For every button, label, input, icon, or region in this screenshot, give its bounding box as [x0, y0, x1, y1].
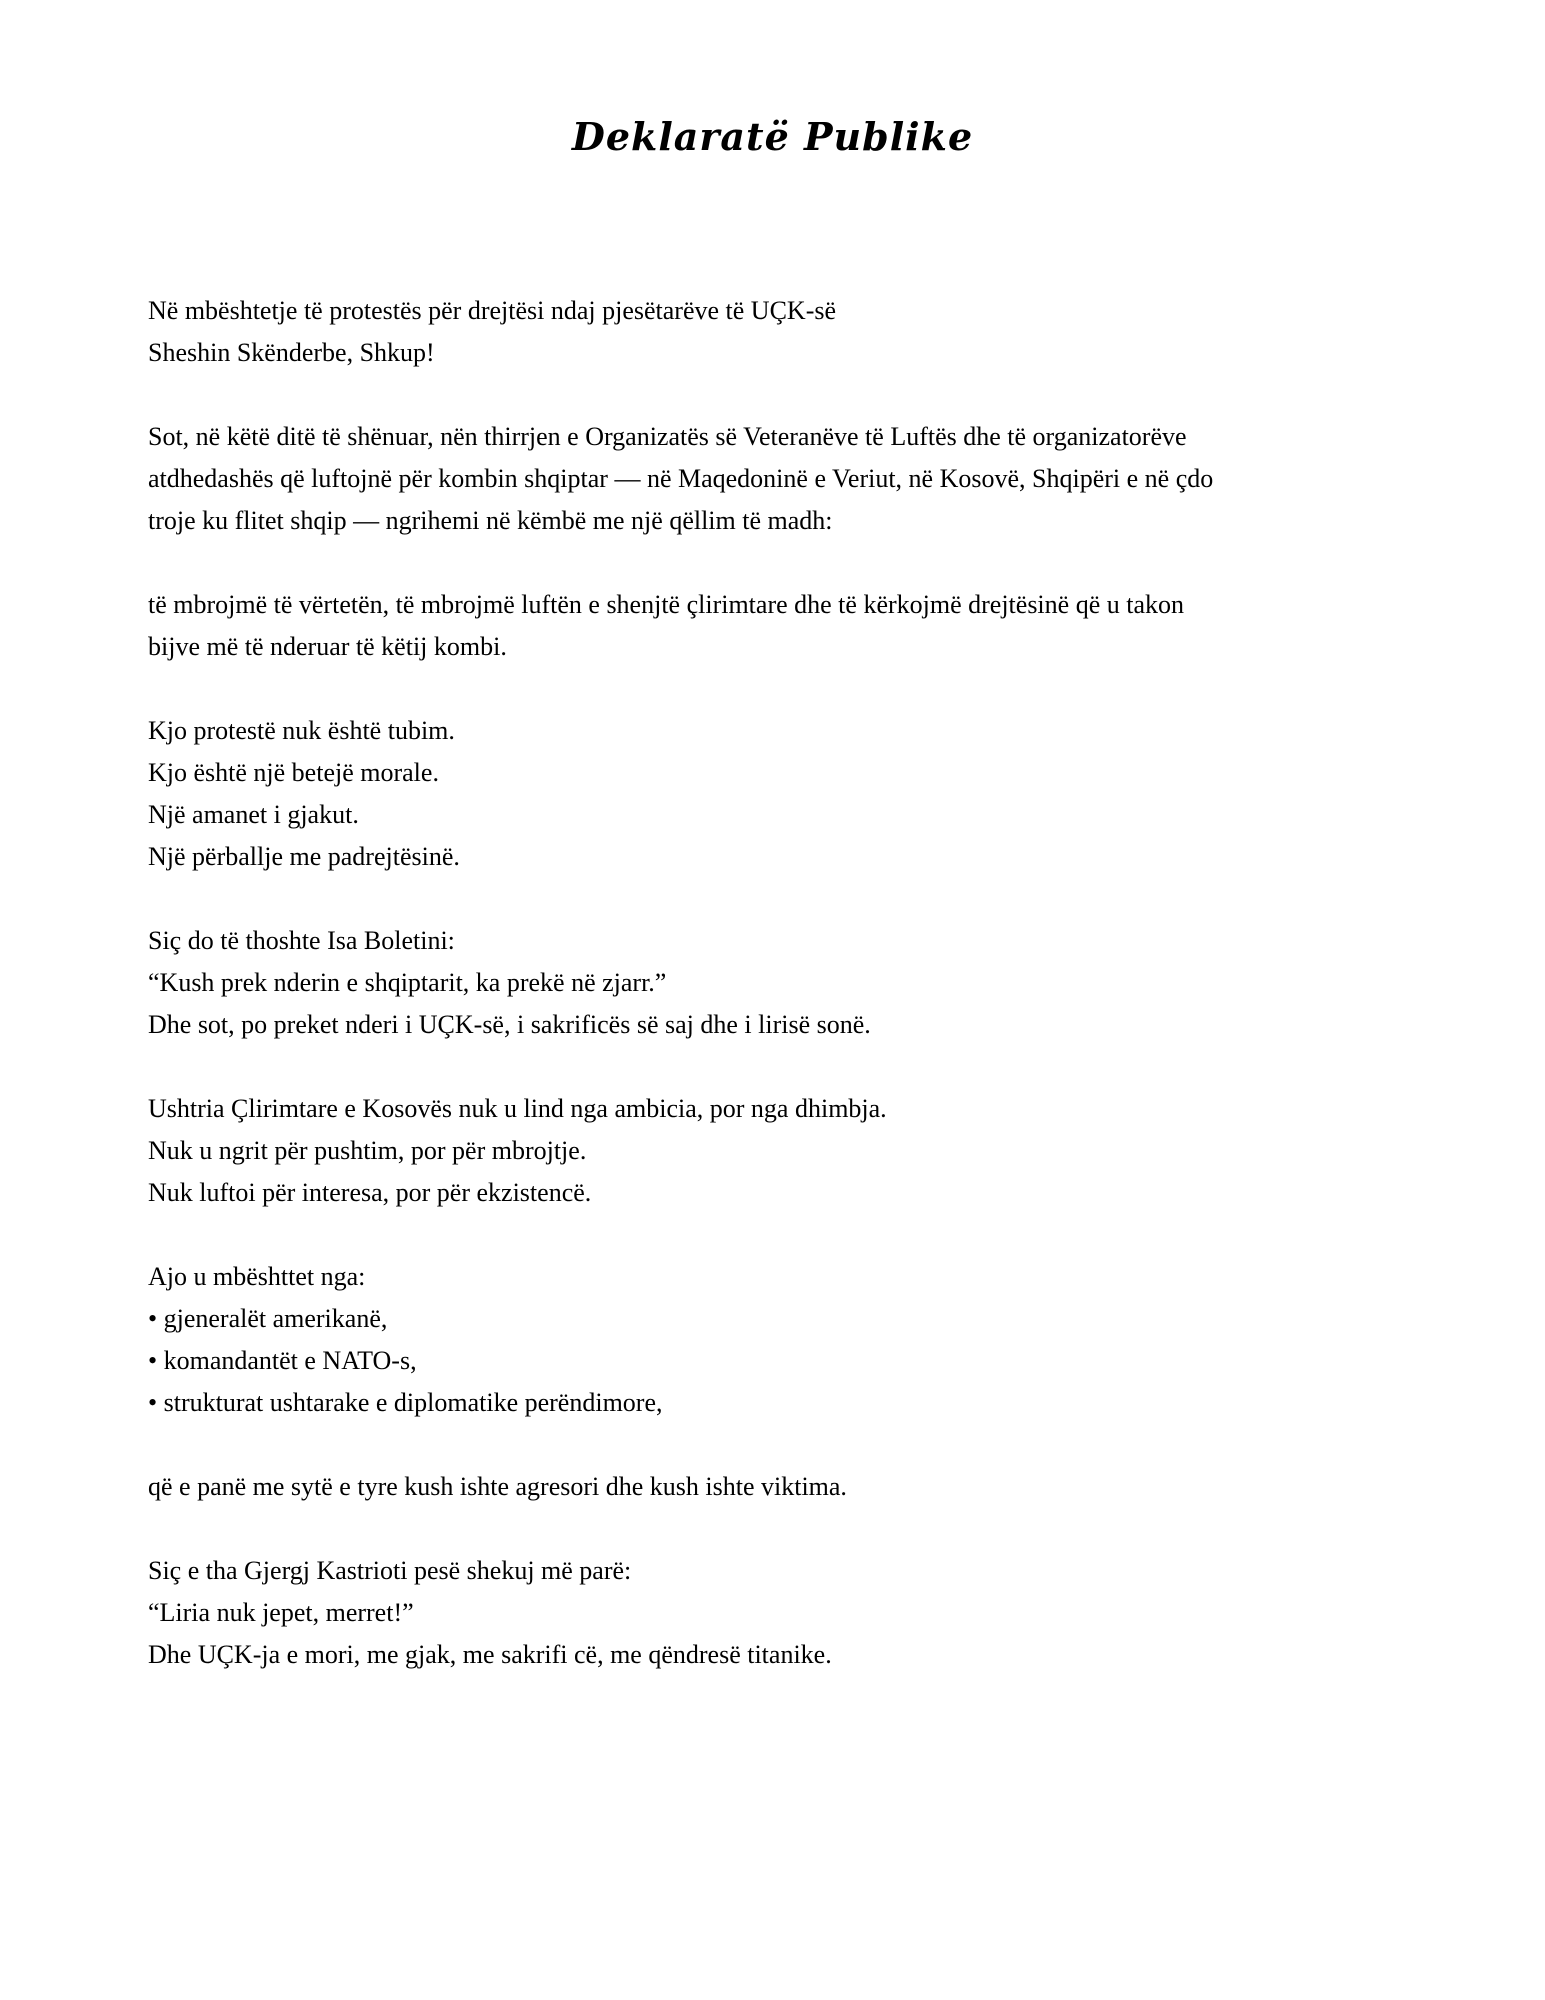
text-line: • strukturat ushtarake e diplomatike perëndimore,: [148, 1388, 663, 1417]
text-line: Ajo u mbështtet nga:: [148, 1262, 366, 1291]
text-line: “Liria nuk jepet, merret!”: [148, 1598, 414, 1627]
text-line: troje ku flitet shqip — ngrihemi në këmbë me një qëllim të madh:: [148, 506, 833, 535]
paragraph: [148, 584, 1408, 668]
text-line: Siç do të thoshte Isa Boletini:: [148, 926, 455, 955]
text-line: Kjo protestë nuk është tubim.: [148, 716, 455, 745]
text-line: • gjeneralët amerikanë,: [148, 1304, 388, 1333]
text-line: Në mbështetje të protestës për drejtësi ndaj pjesëtarëve të UÇK-së: [148, 296, 837, 325]
paragraph: [148, 920, 1408, 1046]
paragraph: [148, 1088, 1408, 1214]
text-line: Dhe UÇK-ja e mori, me gjak, me sakrifi cë, me qëndresë titanike.: [148, 1640, 832, 1669]
text-line: Një përballje me padrejtësinë.: [148, 842, 460, 871]
text-line: Siç e tha Gjergj Kastrioti pesë shekuj më parë:: [148, 1556, 632, 1585]
text-line: Dhe sot, po preket nderi i UÇK-së, i sakrificës së saj dhe i lirisë sonë.: [148, 1010, 871, 1039]
text-line: Kjo është një betejë morale.: [148, 758, 439, 787]
text-line: Sot, në këtë ditë të shënuar, nën thirrjen e Organizatës së Veteranëve të Luftës dhe të organizatorëve: [148, 422, 1187, 451]
paragraph: [148, 1550, 1408, 1676]
text-line: bijve më të nderuar të këtij kombi.: [148, 632, 507, 661]
document-body: [148, 290, 1408, 1676]
paragraph: [148, 416, 1408, 542]
document-title: Deklaratë Publike: [571, 114, 974, 159]
text-line: • komandantët e NATO-s,: [148, 1346, 417, 1375]
text-line: Nuk u ngrit për pushtim, por për mbrojtje.: [148, 1136, 587, 1165]
text-line: të mbrojmë të vërtetën, të mbrojmë luftën e shenjtë çlirimtare dhe të kërkojmë drejtësinë që u takon: [148, 590, 1185, 619]
text-line: Një amanet i gjakut.: [148, 800, 359, 829]
text-line: Nuk luftoi për interesa, por për ekzistencë.: [148, 1178, 592, 1207]
text-line: që e panë me sytë e tyre kush ishte agresori dhe kush ishte viktima.: [148, 1472, 847, 1501]
paragraph: [148, 710, 1408, 878]
text-line: “Kush prek nderin e shqiptarit, ka prekë në zjarr.”: [148, 968, 667, 997]
text-line: atdhedashës që luftojnë për kombin shqiptar — në Maqedoninë e Veriut, në Kosovë, Shqipëri e në çdo: [148, 464, 1214, 493]
text-line: Sheshin Skënderbe, Shkup!: [148, 338, 435, 367]
text-line: Ushtria Çlirimtare e Kosovës nuk u lind nga ambicia, por nga dhimbja.: [148, 1094, 887, 1123]
paragraph: [148, 1466, 1408, 1508]
paragraph: [148, 1256, 1408, 1424]
paragraph: [148, 290, 1408, 374]
